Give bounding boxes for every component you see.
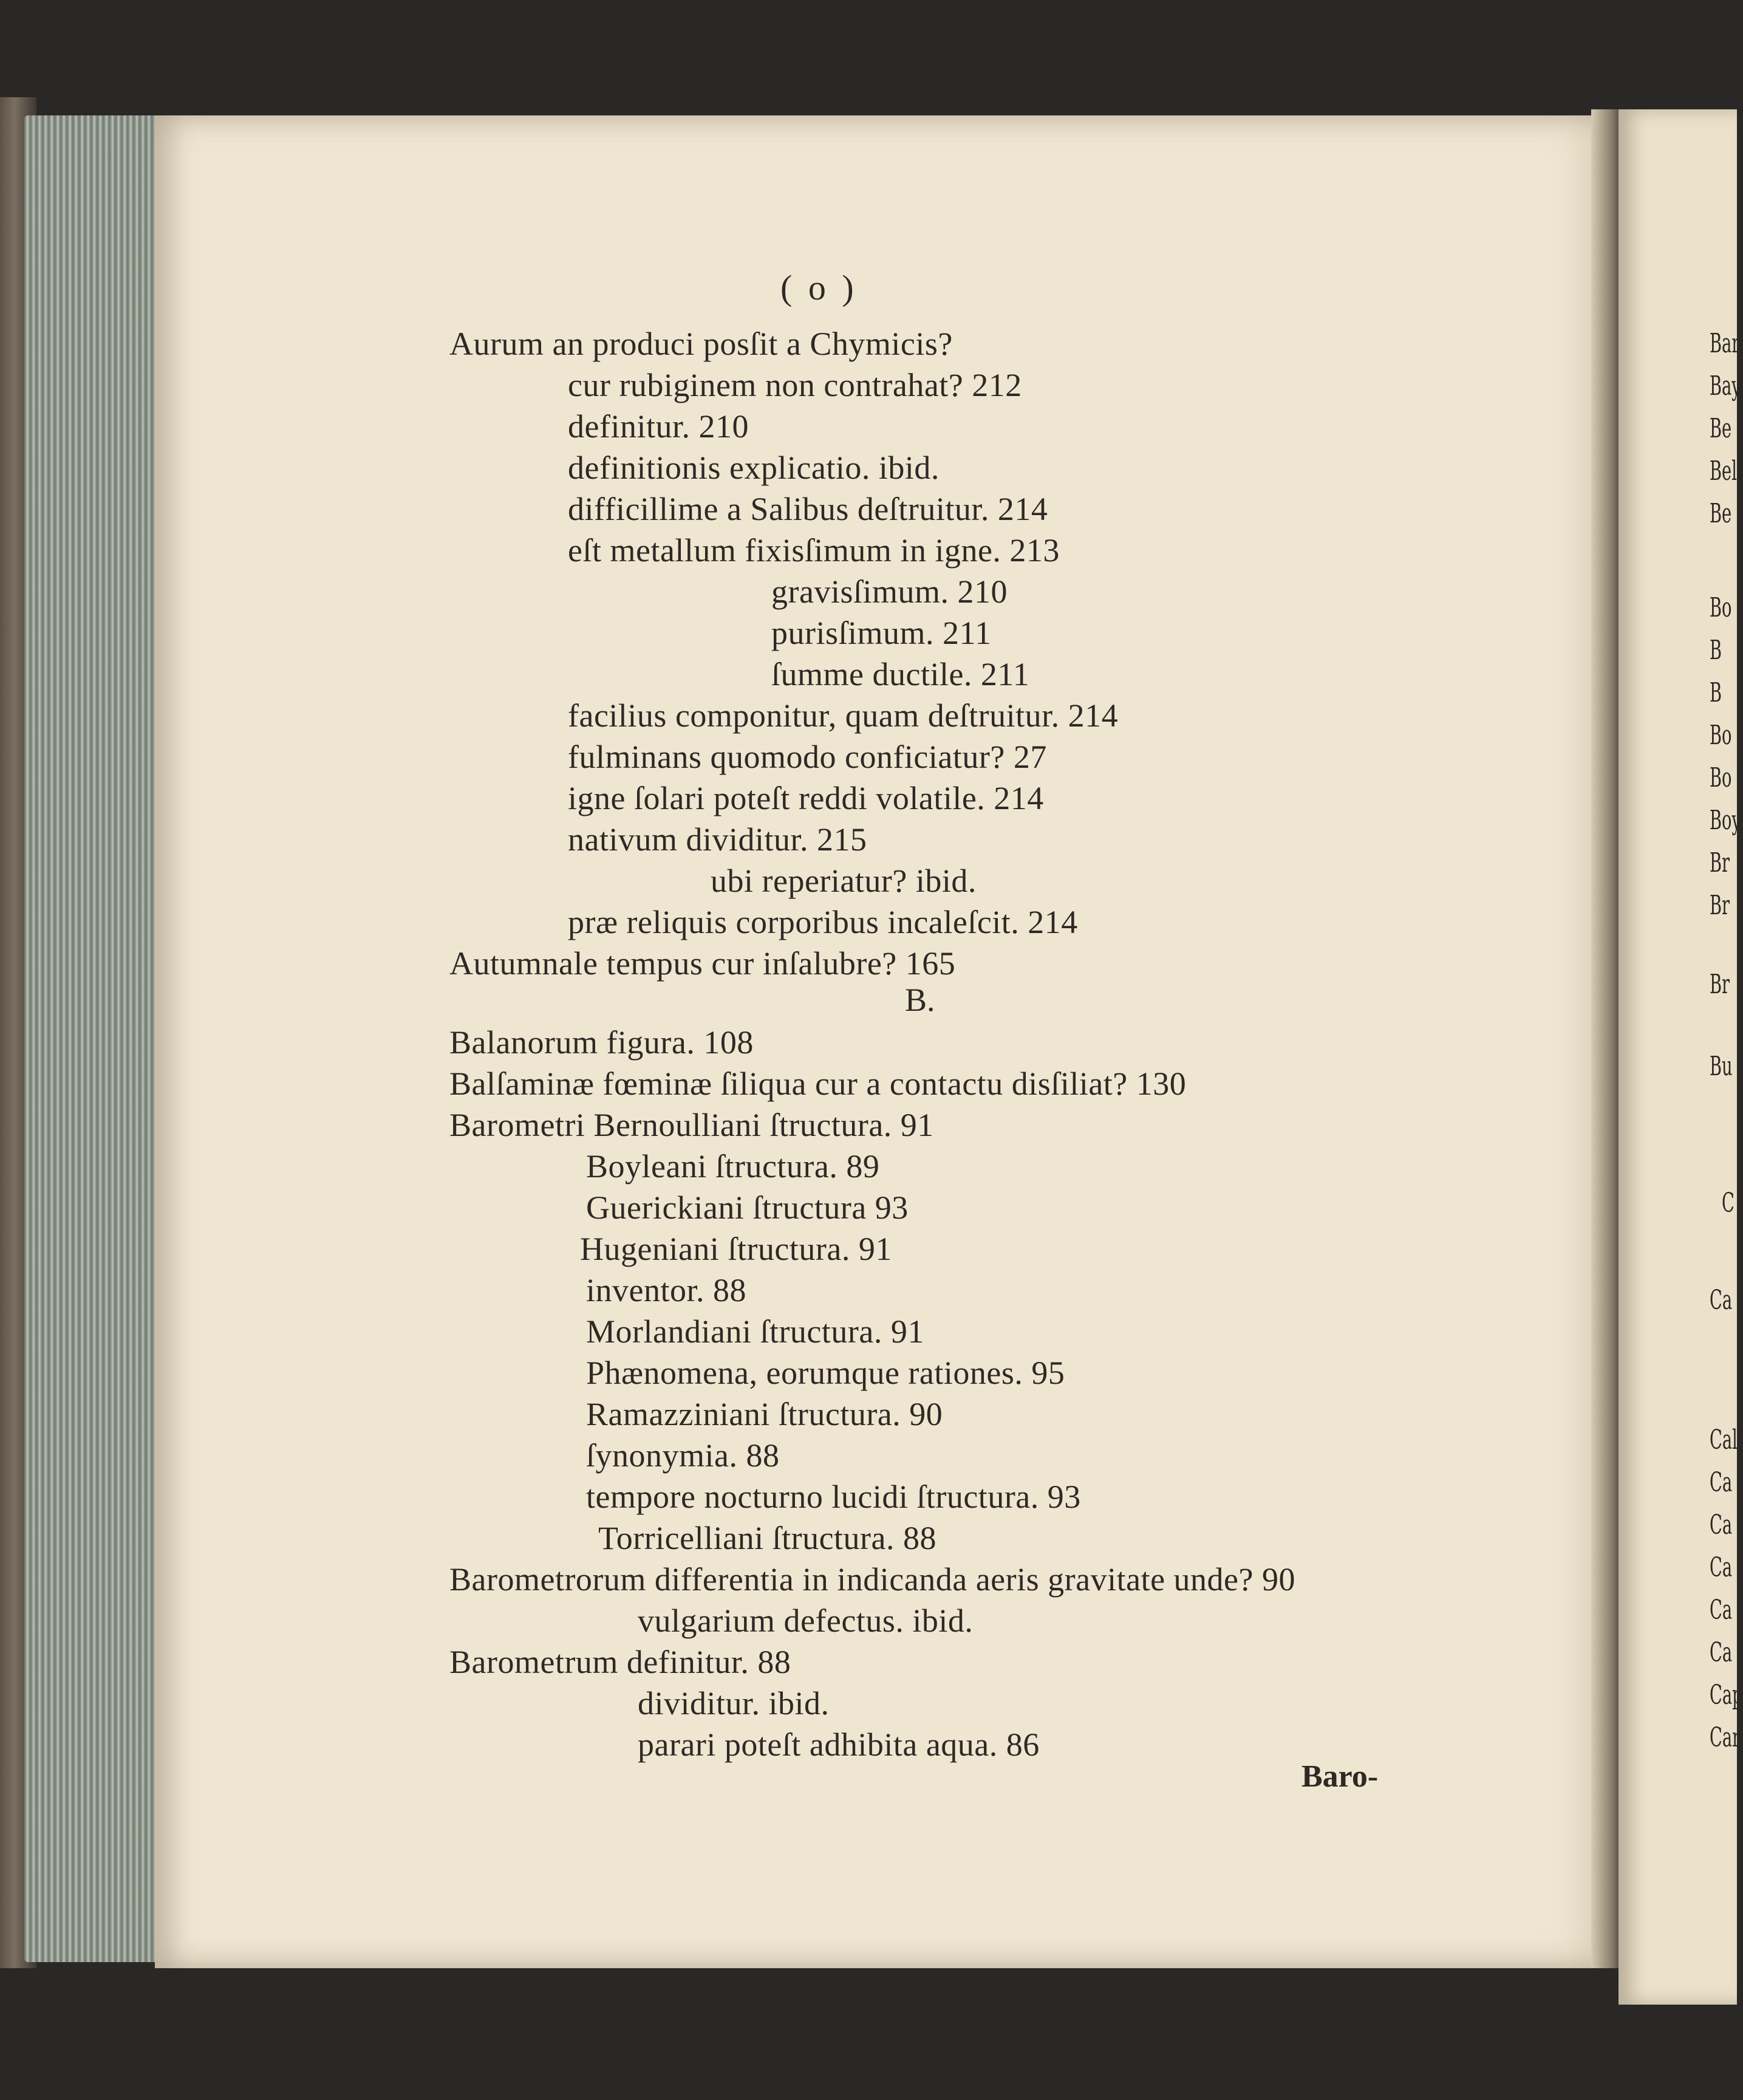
right-fragment: Boy — [1710, 805, 1741, 836]
index-line: Barometrorum differentia in indicanda aeris gravitate unde? 90 — [449, 1561, 1295, 1598]
index-line: inventor. 88 — [586, 1272, 746, 1308]
index-line: ſynonymia. 88 — [586, 1437, 780, 1474]
index-line: gravisſimum. 210 — [771, 573, 1008, 610]
right-fragment: Ca — [1710, 1467, 1733, 1498]
index-line: Balanorum figura. 108 — [449, 1024, 754, 1061]
index-line: ſumme ductile. 211 — [771, 656, 1030, 693]
index-line: parari poteſt adhibita aqua. 86 — [638, 1726, 1040, 1763]
right-fragment: Cal — [1710, 1425, 1738, 1455]
page-header: ( o ) — [780, 268, 858, 307]
catchword: Baro- — [1301, 1759, 1379, 1794]
index-line: purisſimum. 211 — [771, 615, 992, 651]
right-fragment: Bel — [1710, 456, 1737, 487]
index-line: Aurum an produci posſit a Chymicis? — [449, 326, 953, 362]
index-line: vulgarium defectus. ibid. — [638, 1602, 974, 1639]
index-line: difficillime a Salibus deſtruitur. 214 — [568, 491, 1048, 527]
right-fragment: Cap — [1710, 1680, 1743, 1711]
right-fragment: B — [1710, 677, 1722, 708]
right-fragment: Be — [1710, 413, 1732, 444]
index-line: Barometrum definitur. 88 — [449, 1644, 791, 1680]
right-fragment: Br — [1710, 847, 1730, 878]
right-fragment: B — [1710, 635, 1722, 666]
index-line: Boyleani ſtructura. 89 — [586, 1148, 880, 1185]
right-fragment: Bu — [1710, 1051, 1733, 1082]
index-line: nativum dividitur. 215 — [568, 821, 867, 858]
right-fragment: Car — [1710, 1722, 1741, 1753]
index-line: Barometri Bernoulliani ſtructura. 91 — [449, 1107, 934, 1143]
index-line: igne ſolari poteſt reddi volatile. 214 — [568, 780, 1044, 816]
right-fragment: Ca — [1710, 1595, 1733, 1626]
right-fragment: Br — [1710, 890, 1730, 921]
right-fragment: C — [1722, 1188, 1734, 1219]
right-fragment: Ca — [1710, 1285, 1733, 1316]
right-fragment: Bo — [1710, 592, 1732, 623]
index-line: tempore nocturno lucidi ſtructura. 93 — [586, 1479, 1081, 1515]
index-line: cur rubiginem non contrahat? 212 — [568, 367, 1022, 403]
index-line: præ reliquis corporibus incaleſcit. 214 — [568, 904, 1078, 940]
right-fragment: Ca — [1710, 1637, 1733, 1668]
right-fragment: Be — [1710, 498, 1732, 529]
index-line: Hugeniani ſtructura. 91 — [580, 1231, 892, 1267]
index-line: eſt metallum fixisſimum in igne. 213 — [568, 532, 1060, 569]
right-fragment: Bar — [1710, 328, 1740, 359]
index-line: facilius componitur, quam deſtruitur. 214 — [568, 697, 1119, 734]
index-line: definitur. 210 — [568, 408, 749, 445]
index-line: fulminans quomodo conficiatur? 27 — [568, 739, 1047, 775]
right-fragment: Ca — [1710, 1552, 1733, 1583]
right-fragment: Bay — [1710, 371, 1741, 402]
right-fragment: Bo — [1710, 720, 1732, 751]
index-line: Torricelliani ſtructura. 88 — [598, 1520, 937, 1556]
index-line: Autumnale tempus cur inſalubre? 165 — [449, 945, 956, 982]
right-fragment: Bo — [1710, 762, 1732, 793]
right-fragment: Br — [1710, 969, 1730, 1000]
page-stack — [24, 115, 164, 1962]
section-letter: B. — [905, 982, 935, 1018]
index-line: ubi reperiatur? ibid. — [711, 863, 977, 899]
right-fragment: Ca — [1710, 1510, 1733, 1541]
index-line: Balſaminæ fœminæ ſiliqua cur a contactu disſiliat? 130 — [449, 1065, 1187, 1102]
index-line: Ramazziniani ſtructura. 90 — [586, 1396, 943, 1432]
index-line: Morlandiani ſtructura. 91 — [586, 1313, 924, 1350]
index-line: Guerickiani ſtructura 93 — [586, 1189, 909, 1226]
index-line: Phænomena, eorumque rationes. 95 — [586, 1355, 1065, 1391]
index-line: dividitur. ibid. — [638, 1685, 830, 1722]
index-line: definitionis explicatio. ibid. — [568, 450, 940, 486]
